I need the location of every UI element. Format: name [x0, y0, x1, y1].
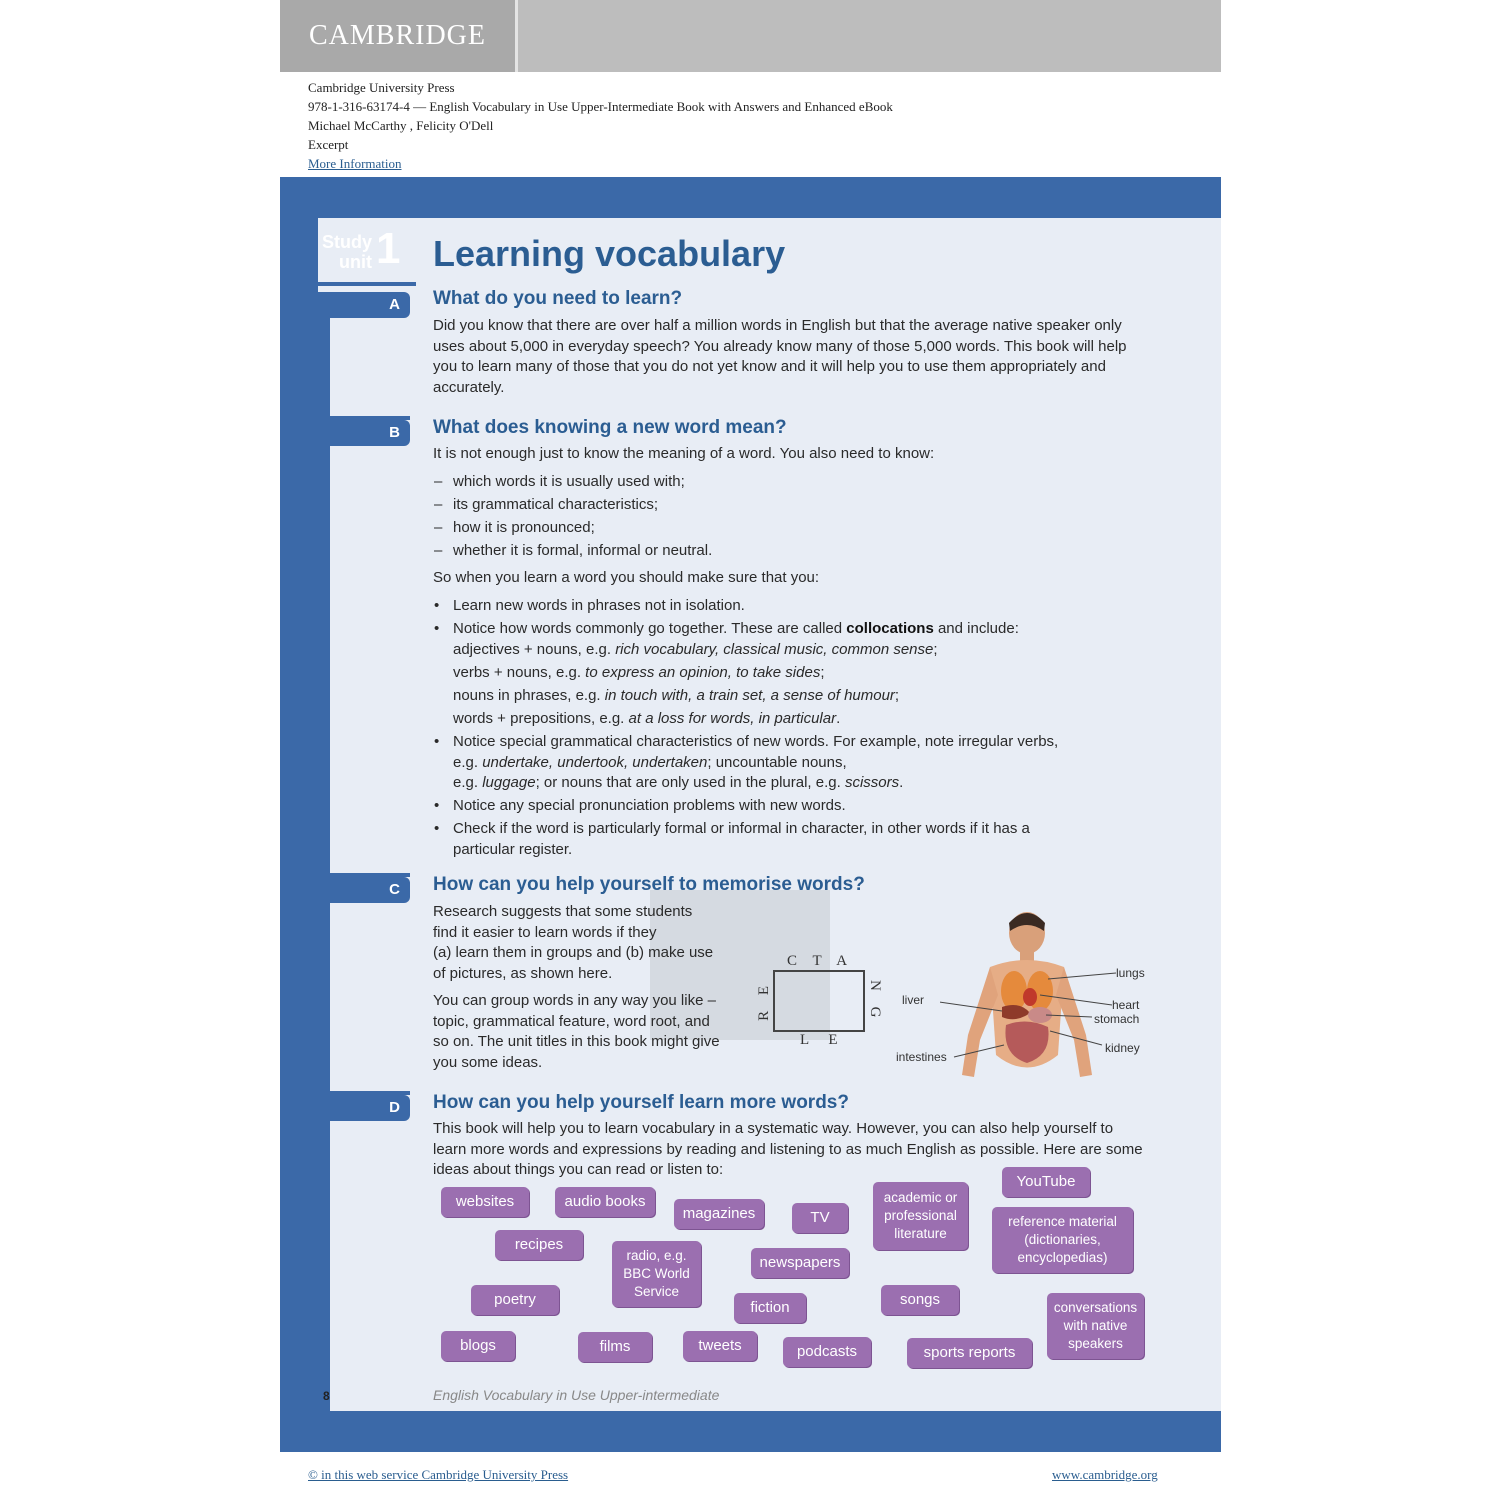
- label-stomach: stomach: [1094, 1012, 1140, 1026]
- page-number: 8: [323, 1389, 330, 1403]
- copyright-footer: [308, 1467, 568, 1483]
- unit-number: 1: [376, 224, 401, 273]
- tips-list: [433, 594, 1123, 860]
- knowledge-list: [433, 470, 1123, 562]
- label-intestines: intestines: [896, 1050, 947, 1064]
- chip-youtube: YouTube: [1002, 1167, 1090, 1197]
- label-lungs: lungs: [1116, 966, 1145, 980]
- unit-underline: [318, 282, 416, 286]
- knowledge-item-1: – which words it is usually used with;: [434, 473, 685, 490]
- study-unit-badge: [318, 218, 416, 280]
- section-d-body: This book will help you to learn vocabulary in a systematic way. However, you can also help yourself to learn more words and expressions by reading and listening to as much English as possible. Here are some ideas about things you can read or listen to:: [433, 1120, 1143, 1178]
- section-b-heading: What does knowing a new word mean?: [433, 417, 787, 438]
- label-heart: heart: [1112, 998, 1140, 1012]
- collocation-word-prep: words + prepositions, e.g. at a loss for words, in particular.: [453, 709, 841, 727]
- section-b-intro: It is not enough just to know the meaning of a word. You also need to know:: [433, 445, 935, 462]
- section-d-tab: [318, 1095, 410, 1121]
- study-word: Study: [321, 232, 372, 252]
- section-c-heading: How can you help yourself to memorise words?: [433, 874, 865, 895]
- isbn-title: 978-1-316-63174-4 — English Vocabulary in Use Upper-Intermediate Book with Answers and Enhanced eBook: [308, 99, 893, 114]
- section-c-para-1: Research suggests that some students find it easier to learn words if they (a) learn them in groups and (b) make use of pictures, as shown here.: [433, 903, 714, 982]
- more-information-link[interactable]: More Information: [308, 156, 402, 171]
- tip-register: • Check if the word is particularly formal or informal in character, in other words if it has a: [434, 819, 1030, 837]
- header-bar: [280, 0, 1221, 72]
- section-d-bracket: [318, 1121, 330, 1411]
- chip-recipes: recipes: [495, 1230, 583, 1260]
- section-a-body: Did you know that there are over half a million words in English but that the average native speaker only uses about 5,000 in everyday speech? You already know many of those 5,000 words. This book will help you to learn many of those that you do not yet know and it will help you to use them appropriately and accurately.: [433, 317, 1127, 396]
- section-a-letter: A: [389, 296, 400, 313]
- chip-podcasts: podcasts: [783, 1337, 871, 1367]
- chip-sports-reports: sports reports: [907, 1338, 1032, 1368]
- book-title-footer: English Vocabulary in Use Upper-intermediate: [433, 1387, 720, 1403]
- label-kidney: kidney: [1105, 1041, 1140, 1055]
- word-box-bottom-letters: L E: [800, 1032, 846, 1048]
- chip-blogs: blogs: [441, 1331, 515, 1361]
- website-footer: [1052, 1467, 1158, 1483]
- chip-conversations: conversations with native speakers: [1047, 1293, 1144, 1359]
- chip-tweets: tweets: [683, 1331, 757, 1361]
- word-box-diagram: [773, 970, 865, 1032]
- excerpt-label: Excerpt: [308, 137, 349, 152]
- word-box-right-letters: N G: [867, 980, 883, 1024]
- section-b-bracket: [318, 446, 330, 876]
- section-a-bracket: [318, 318, 330, 418]
- authors: Michael McCarthy , Felicity O'Dell: [308, 118, 494, 133]
- collocation-verb-noun: verbs + nouns, e.g. to express an opinion, to take sides;: [453, 663, 825, 681]
- chip-newspapers: newspapers: [751, 1248, 849, 1278]
- chip-magazines: magazines: [674, 1199, 764, 1229]
- collocation-noun-phrase: nouns in phrases, e.g. in touch with, a train set, a sense of humour;: [453, 686, 900, 704]
- book-metadata: [308, 78, 893, 173]
- chip-films: films: [578, 1332, 652, 1362]
- page-title: Learning vocabulary: [433, 233, 786, 274]
- word-box-top-letters: C T A: [787, 953, 854, 969]
- knowledge-item-4: – whether it is formal, informal or neutral.: [434, 542, 713, 559]
- chip-audio-books: audio books: [555, 1187, 655, 1217]
- tip-grammar-line2: e.g. undertake, undertook, undertaken; uncountable nouns,: [453, 753, 847, 771]
- knowledge-item-2: – its grammatical characteristics;: [434, 496, 659, 513]
- copyright-link[interactable]: © in this web service Cambridge University Press: [308, 1467, 569, 1482]
- tip-phrases: • Learn new words in phrases not in isolation.: [434, 597, 745, 614]
- chip-academic-literature: academic or professional literature: [873, 1182, 968, 1250]
- collocation-adj-noun: adjectives + nouns, e.g. rich vocabulary, classical music, common sense;: [453, 641, 938, 658]
- logo-text: CAMBRIDGE: [308, 20, 486, 51]
- chip-poetry: poetry: [471, 1285, 559, 1315]
- section-b-letter: B: [389, 424, 400, 441]
- chip-fiction: fiction: [734, 1293, 806, 1323]
- tip-register-line2: particular register.: [453, 840, 573, 858]
- label-liver: liver: [902, 993, 925, 1007]
- chip-tv: TV: [792, 1203, 848, 1233]
- section-a-heading: What do you need to learn?: [433, 288, 683, 309]
- section-c-bracket: [318, 903, 330, 1093]
- section-b-tab: [318, 420, 410, 446]
- chip-songs: songs: [881, 1285, 959, 1315]
- study-unit-label: [318, 232, 372, 272]
- cambridge-website-link[interactable]: www.cambridge.org: [1052, 1467, 1158, 1482]
- so-when-text: So when you learn a word you should make sure that you:: [433, 569, 820, 586]
- section-d-letter: D: [389, 1099, 400, 1116]
- chip-radio: radio, e.g. BBC World Service: [612, 1241, 701, 1307]
- tip-grammar: • Notice special grammatical characteristics of new words. For example, note irregular verbs,: [434, 732, 1059, 750]
- section-c-para-2: You can group words in any way you like – topic, grammatical feature, word root, and so on. The unit titles in this book might give you some ideas.: [433, 992, 720, 1071]
- word-box-left-letters: R E: [756, 980, 772, 1021]
- collocations-term: collocations: [846, 620, 934, 637]
- chip-websites: websites: [441, 1187, 529, 1217]
- section-a-tab: [318, 292, 410, 318]
- tip-collocations: • Notice how words commonly go together. These are called collocations and include:: [434, 620, 1019, 637]
- knowledge-item-3: – how it is pronounced;: [434, 519, 595, 536]
- tip-pronunciation: • Notice any special pronunciation problems with new words.: [434, 796, 846, 814]
- tip-grammar-line3: e.g. luggage; or nouns that are only used in the plural, e.g. scissors.: [453, 774, 904, 791]
- cambridge-logo: [280, 0, 518, 72]
- human-body-illustration: [940, 905, 1120, 1095]
- unit-word: unit: [339, 252, 372, 272]
- publisher: Cambridge University Press: [308, 80, 455, 95]
- section-d-heading: How can you help yourself learn more words?: [433, 1092, 849, 1113]
- chip-reference-material: reference material (dictionaries, encyclopedias): [992, 1207, 1133, 1273]
- section-c-tab: [318, 877, 410, 903]
- section-c-letter: C: [389, 881, 400, 898]
